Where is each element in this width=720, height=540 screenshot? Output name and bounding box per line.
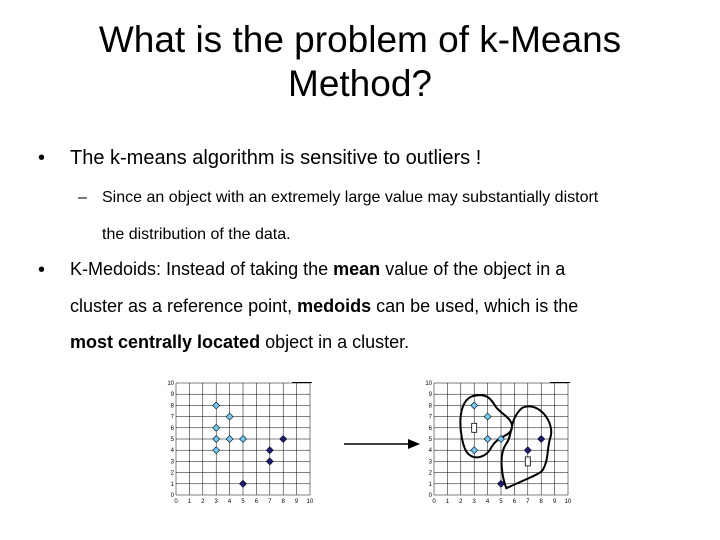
x-tick-label: 1: [187, 499, 192, 505]
text-span: K-Medoids: Instead of taking the: [70, 259, 334, 279]
data-point: [213, 424, 220, 431]
x-tick-label: 8: [539, 499, 543, 505]
y-tick-label: 9: [170, 392, 174, 399]
data-point: [538, 436, 545, 443]
sub-bullet-line-1: Since an object with an extremely large value may substantially distort: [102, 189, 599, 206]
data-point: [240, 436, 247, 443]
y-tick-label: 10: [167, 381, 174, 387]
x-tick-label: 10: [306, 499, 314, 505]
x-tick-label: 1: [445, 499, 450, 505]
y-tick-label: 6: [170, 425, 174, 432]
bullet-2-line-2: [70, 296, 578, 317]
x-tick-label: 4: [227, 499, 232, 505]
x-tick-label: 0: [174, 499, 178, 505]
data-point: [280, 436, 287, 443]
data-point: [484, 413, 491, 420]
x-tick-label: 2: [459, 499, 463, 505]
y-tick-label: 0: [170, 493, 174, 499]
x-tick-label: 9: [294, 499, 299, 505]
data-point: [213, 436, 220, 443]
data-point: [213, 402, 220, 409]
title-line-2: Method?: [288, 63, 432, 104]
x-tick-label: 7: [526, 499, 530, 505]
x-tick-label: 5: [241, 499, 245, 505]
y-tick-label: 7: [170, 414, 174, 421]
y-tick-label: 5: [428, 437, 432, 443]
y-tick-label: 9: [428, 392, 432, 399]
y-tick-label: 7: [428, 414, 432, 421]
bullet-2-line-3: [70, 332, 409, 353]
x-tick-label: 7: [268, 499, 272, 505]
text-span: cluster as a reference point,: [70, 296, 298, 316]
bold-central: most centrally located: [70, 332, 261, 352]
kmedoids-scatter-plot: [424, 375, 578, 511]
x-tick-label: 2: [201, 499, 205, 505]
data-point: [484, 436, 491, 443]
bold-mean: mean: [333, 259, 381, 279]
text-span: object in a cluster.: [260, 332, 410, 352]
data-point: [524, 447, 531, 454]
title-line-1: What is the problem of k-Means: [98, 19, 622, 60]
data-point: [266, 458, 273, 465]
kmeans-scatter-plot: [166, 375, 320, 511]
x-tick-label: 10: [564, 499, 572, 505]
y-tick-label: 5: [170, 437, 174, 443]
medoid-point: [525, 457, 530, 466]
data-point: [240, 480, 247, 487]
sub-bullet-line-2: the distribution of the data.: [102, 226, 291, 243]
bold-medoids: medoids: [297, 296, 372, 316]
data-point: [471, 402, 478, 409]
x-tick-label: 3: [472, 499, 476, 505]
x-tick-label: 6: [512, 499, 517, 505]
y-tick-label: 4: [170, 448, 174, 455]
data-point: [471, 447, 478, 454]
y-tick-label: 6: [428, 425, 432, 432]
y-tick-label: 1: [428, 481, 432, 488]
text-span: value of the object in a: [380, 259, 566, 279]
y-tick-label: 4: [428, 448, 432, 455]
x-tick-label: 4: [485, 499, 490, 505]
slide-title: [40, 18, 680, 106]
bullet-marker: •: [38, 259, 46, 281]
medoid-point: [472, 423, 477, 432]
data-point: [213, 447, 220, 454]
y-tick-label: 3: [428, 459, 432, 466]
data-point: [266, 447, 273, 454]
y-tick-label: 0: [428, 493, 432, 499]
data-point: [226, 413, 233, 420]
bullet-1-text: The k-means algorithm is sensitive to outliers !: [70, 147, 482, 169]
y-tick-label: 8: [170, 403, 174, 410]
sub-bullet-marker: –: [78, 189, 87, 206]
y-tick-label: 10: [425, 381, 432, 387]
x-tick-label: 9: [552, 499, 557, 505]
transition-arrow: [342, 436, 422, 452]
y-tick-label: 2: [428, 470, 432, 477]
x-tick-label: 6: [254, 499, 259, 505]
data-point: [226, 436, 233, 443]
y-tick-label: 8: [428, 403, 432, 410]
x-tick-label: 0: [432, 499, 436, 505]
bullet-2-line-1: [70, 259, 565, 280]
text-span: can be used, which is the: [371, 296, 579, 316]
y-tick-label: 1: [170, 481, 174, 488]
x-tick-label: 3: [214, 499, 218, 505]
y-tick-label: 2: [170, 470, 174, 477]
bullet-marker: •: [38, 147, 46, 169]
x-tick-label: 8: [281, 499, 285, 505]
y-tick-label: 3: [170, 459, 174, 466]
x-tick-label: 5: [499, 499, 503, 505]
